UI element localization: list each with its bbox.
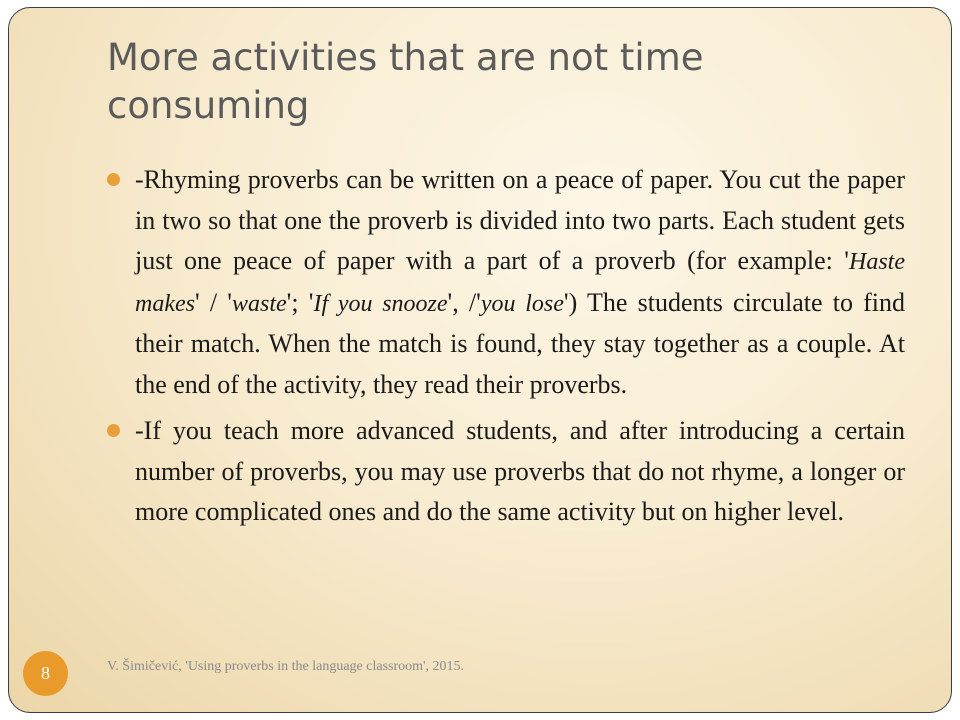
bullet-item-advanced-students bbox=[105, 411, 905, 533]
page-number-badge: 8 bbox=[23, 651, 68, 696]
slide-title: More activities that are not time consuming bbox=[107, 36, 704, 127]
bullet-text-part: ') The students circulate to find their match. When the match is found, they stay together as a couple. At the end of the activity, they read their proverbs. bbox=[135, 287, 906, 399]
bullet-dot-icon bbox=[107, 173, 120, 186]
bullet-text-part: -Rhyming proverbs can be written on a peace of paper. You cut the paper in two so that one the proverb is divided into two parts. Each student gets just one peace of paper with a part of a proverb (for example: ' bbox=[135, 165, 905, 275]
slide-body bbox=[105, 160, 905, 539]
bullet-text-part: ', /' bbox=[447, 287, 481, 317]
bullet-text: -If you teach more advanced students, and after introducing a certain number of proverbs, you may use proverbs that do not rhyme, a longer or more complicated ones and do the same activity but on higher level. bbox=[135, 416, 905, 526]
proverb-example: If you snooze bbox=[313, 290, 448, 317]
bullet-text-part: ' / ' bbox=[194, 287, 232, 317]
proverb-example: Haste makes bbox=[135, 249, 905, 317]
proverb-example: waste bbox=[232, 290, 287, 317]
bullet-item-rhyming-proverbs bbox=[105, 160, 905, 405]
proverb-example: you lose bbox=[480, 290, 564, 317]
bullet-text bbox=[135, 160, 905, 405]
bullet-dot-icon bbox=[107, 424, 120, 437]
slide-footer: V. Šimičević, 'Using proverbs in the language classroom', 2015. bbox=[107, 659, 465, 674]
slide bbox=[8, 7, 952, 713]
bullet-text-part: '; ' bbox=[286, 287, 314, 317]
